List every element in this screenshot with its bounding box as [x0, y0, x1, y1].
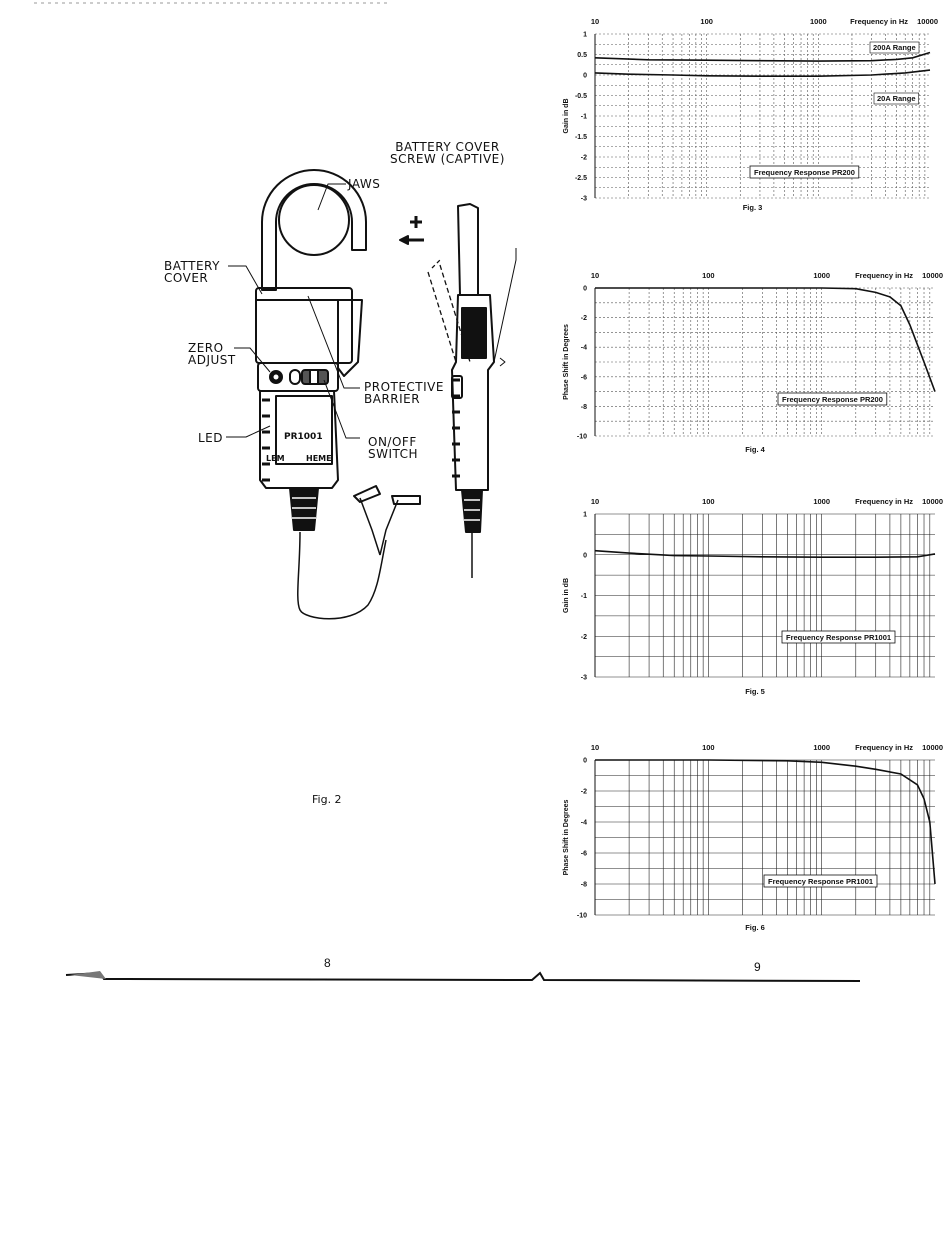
y-tick-label: -0.5 — [574, 93, 587, 100]
x-tick-label: 10000 — [917, 17, 938, 26]
device-model-label: PR1001 — [284, 432, 323, 442]
side-view-strain-relief — [462, 490, 482, 532]
x-axis-title: Frequency in Hz — [855, 271, 913, 280]
figure-caption: Fig. 4 — [745, 445, 765, 454]
y-tick-label: -2 — [580, 315, 587, 323]
callout-protective-barrier — [364, 381, 444, 405]
y-tick-label: -1.5 — [574, 134, 587, 141]
y-tick-label: -2 — [580, 788, 587, 796]
chart-fig5 — [560, 488, 945, 696]
callout-zero-adjust — [188, 342, 236, 366]
figure-caption: Fig. 5 — [745, 687, 765, 696]
chart-fig3 — [560, 10, 945, 228]
top-scan-artifact — [30, 0, 430, 6]
figure-caption: Fig. 3 — [742, 203, 763, 212]
chart-title: Frequency Response PR1001 — [768, 877, 874, 886]
y-tick-label: 0.5 — [577, 52, 587, 59]
callout-battery-cover-screw — [390, 141, 505, 165]
y-tick-label: -4 — [580, 344, 587, 352]
range-annotation: 200A Range — [873, 43, 916, 52]
x-tick-label: 1000 — [813, 497, 831, 506]
page-bottom-rule — [0, 965, 950, 995]
x-tick-label: 1000 — [809, 17, 827, 26]
x-tick-label: 10 — [590, 497, 600, 506]
y-tick-label: -6 — [580, 850, 587, 858]
y-axis-title: Phase Shift in Degrees — [563, 799, 570, 876]
gridlines — [595, 760, 935, 915]
y-tick-label: 0 — [583, 285, 587, 293]
trigger-lever — [338, 300, 362, 376]
jaws-opening — [279, 185, 349, 255]
cable-loop — [298, 532, 386, 619]
x-tick-label: 10 — [590, 743, 600, 752]
series-line — [595, 551, 935, 558]
y-axis-title: Gain in dB — [563, 578, 570, 613]
clamp-meter-illustration — [0, 100, 520, 720]
y-tick-label: 0 — [583, 552, 587, 560]
series-line — [595, 53, 930, 62]
x-tick-label: 100 — [702, 271, 715, 280]
x-axis-title: Frequency in Hz — [855, 743, 913, 752]
callout-battery-cover-screw-line1: BATTERY COVER — [395, 140, 500, 154]
callout-zero-adjust-line2: ADJUST — [188, 353, 236, 367]
test-lead-1 — [354, 486, 380, 502]
callout-jaws: JAWS — [348, 177, 381, 191]
callout-battery-cover — [164, 260, 220, 284]
polarity-plus-sign — [404, 210, 405, 211]
chart-fig6 — [560, 728, 945, 933]
x-tick-label: 10000 — [922, 271, 943, 280]
series-line — [595, 288, 935, 392]
page-number-left: 8 — [324, 956, 331, 970]
x-axis-title: Frequency in Hz — [855, 497, 913, 506]
y-tick-label: -2 — [580, 154, 587, 162]
callout-battery-cover-line2: COVER — [164, 271, 209, 285]
x-tick-label: 1000 — [813, 271, 831, 280]
callout-on-off-switch — [368, 436, 418, 460]
x-tick-label: 10 — [590, 271, 600, 280]
y-tick-label: -6 — [580, 374, 587, 382]
y-tick-label: -1 — [580, 113, 587, 121]
y-tick-label: -1 — [580, 593, 587, 600]
x-axis-title: Frequency in Hz — [850, 17, 908, 26]
range-annotation: 20A Range — [877, 94, 916, 103]
device-brand-right: HEME — [306, 454, 332, 463]
chart-title: Frequency Response PR200 — [754, 168, 855, 177]
gridlines — [595, 288, 935, 436]
y-tick-label: -2.5 — [574, 175, 587, 182]
x-tick-label: 10000 — [922, 743, 943, 752]
y-axis-title: Phase Shift in Degrees — [563, 324, 570, 400]
fig2-caption: Fig. 2 — [312, 793, 342, 806]
y-tick-label: -10 — [576, 433, 587, 441]
x-tick-label: 100 — [702, 743, 715, 752]
y-tick-label: -8 — [580, 403, 587, 411]
callout-on-off-switch-line1: ON/OFF — [368, 435, 417, 449]
series-line — [595, 70, 930, 76]
chart-fig4 — [560, 250, 945, 455]
callout-battery-cover-line1: BATTERY — [164, 259, 220, 273]
side-view-jaw — [458, 204, 478, 295]
chart-title: Frequency Response PR1001 — [786, 633, 892, 642]
x-tick-label: 100 — [700, 17, 713, 26]
y-tick-label: 0 — [583, 72, 587, 80]
gridlines — [595, 514, 935, 677]
callout-led: LED — [198, 431, 224, 445]
y-tick-label: -4 — [580, 819, 587, 827]
figure-caption: Fig. 6 — [745, 923, 765, 932]
callout-on-off-switch-line2: SWITCH — [368, 447, 419, 461]
y-tick-label: -2 — [580, 633, 587, 641]
callout-battery-cover-screw-line2: SCREW (CAPTIVE) — [390, 152, 505, 166]
y-tick-label: 1 — [583, 31, 587, 39]
x-tick-label: 10000 — [922, 497, 943, 506]
x-tick-label: 10 — [590, 17, 600, 26]
callout-zero-adjust-line1: ZERO — [188, 341, 224, 355]
y-tick-label: -3 — [580, 674, 587, 682]
y-tick-label: -8 — [580, 881, 587, 889]
y-tick-label: -10 — [576, 912, 587, 920]
y-tick-label: 0 — [583, 757, 587, 765]
y-tick-label: -3 — [580, 195, 587, 203]
y-axis-title: Gain in dB — [563, 98, 570, 134]
strain-relief — [290, 488, 318, 530]
callout-protective-barrier-line2: BARRIER — [364, 392, 421, 406]
chart-title: Frequency Response PR200 — [782, 395, 883, 404]
page-number-right: 9 — [754, 960, 761, 974]
x-tick-label: 100 — [702, 497, 715, 506]
y-tick-label: 1 — [583, 511, 587, 519]
device-brand-left: LEM — [266, 454, 285, 463]
callout-protective-barrier-line1: PROTECTIVE — [364, 380, 444, 394]
x-tick-label: 1000 — [813, 743, 831, 752]
